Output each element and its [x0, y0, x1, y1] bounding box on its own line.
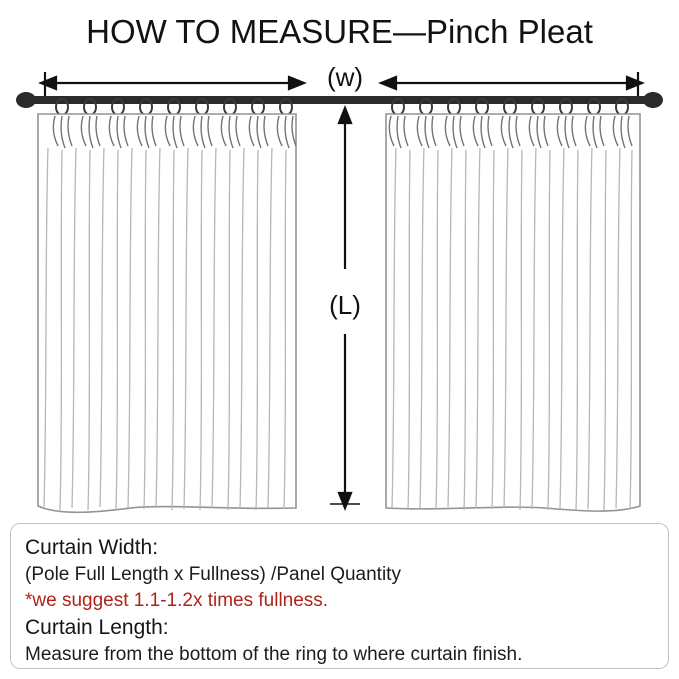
page-title: HOW TO MEASURE—Pinch Pleat	[86, 13, 593, 50]
left-curtain-panel	[38, 99, 296, 512]
curtain-length-heading: Curtain Length:	[25, 616, 169, 639]
length-label: (L)	[329, 290, 361, 320]
fullness-suggestion-note: *we suggest 1.1-1.2x times fullness.	[25, 590, 329, 611]
right-curtain-panel	[386, 99, 640, 511]
curtain-length-note: Measure from the bottom of the ring to where curtain finish.	[25, 644, 523, 665]
curtain-diagram	[0, 64, 679, 530]
curtain-width-formula: (Pole Full Length x Fullness) /Panel Quantity	[25, 564, 401, 585]
measurement-info-box	[10, 523, 669, 669]
title-bar	[0, 0, 679, 64]
curtain-width-heading: Curtain Width:	[25, 536, 159, 559]
width-label: (w)	[326, 64, 364, 92]
